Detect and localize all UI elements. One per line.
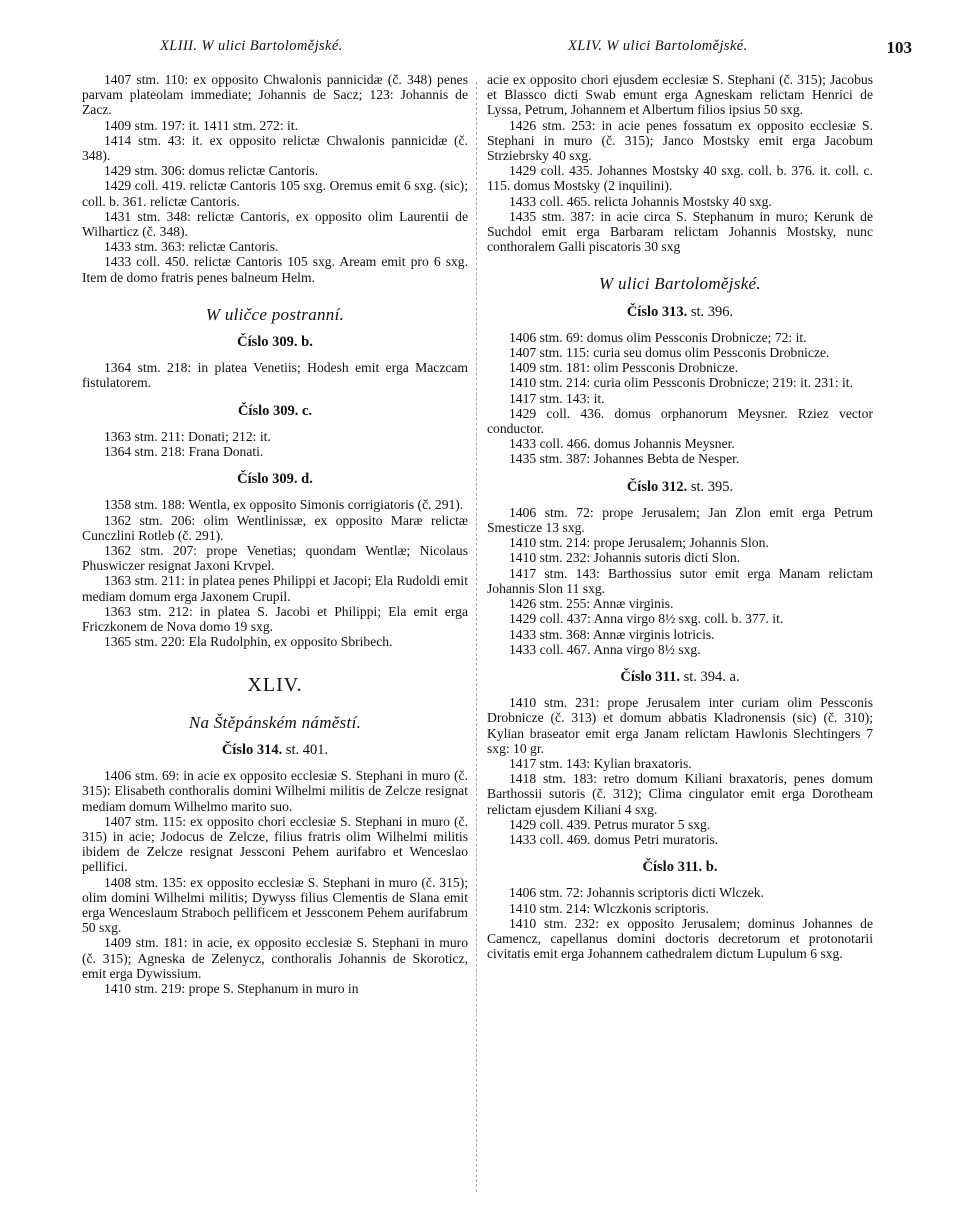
house-number-heading <box>487 305 873 320</box>
record-entry: 1410 stm. 232: ex opposito Jerusalem; dominus Johannes de Camencz, capellanus domini doctoris decretorum et protonotarii civitatis emit erga Johannem cathedralem dictum Lupulum 6 sxg. <box>487 915 873 962</box>
record-entry: 1406 stm. 72: prope Jerusalem; Jan Zlon emit erga Petrum Smesticze 13 sxg. <box>487 504 873 536</box>
record-entry: 1409 stm. 181: olim Pessconis Drobnicze. <box>509 360 739 376</box>
record-entry: 1407 stm. 115: ex opposito chori ecclesiæ S. Stephani in muro (č. 315) in acie; Jodocus de Zelcze, filius fratris olim Wilhelmi militis ibidem de Zelcze resignat Jessconi Pehem aurifabro et Wenceslao pellifici. <box>82 813 468 875</box>
record-entry: 1364 stm. 218: in platea Venetiis; Hodesh emit erga Maczcam fistulatorem. <box>82 360 468 391</box>
record-entry: 1409 stm. 197: it. 1411 stm. 272: it. <box>104 117 298 133</box>
house-number-value: 309. b. <box>272 334 313 351</box>
record-entry: 1435 stm. 387: Johannes Bebta de Nesper. <box>509 451 740 467</box>
house-number-label: Číslo <box>626 478 659 495</box>
record-entry: 1406 stm. 72: Johannis scriptoris dicti Wlczek. <box>509 885 764 901</box>
section-title: W ulici Bartolomějské. <box>599 274 761 294</box>
record-entry: 1409 stm. 181: in acie, ex opposito ecclesiæ S. Stephani in muro (č. 315); Agneska de Zelenycz, conthoralis Johannis de Skoroticz, emit erga Dywissium. <box>82 935 468 981</box>
house-number-value: 309. d. <box>272 471 313 488</box>
record-entry: 1429 coll. 439. Petrus murator 5 sxg. <box>509 816 711 832</box>
house-number-value: 309. c. <box>272 402 313 419</box>
house-number-heading <box>487 670 873 685</box>
page-number: 103 <box>886 38 912 57</box>
house-number-heading <box>82 743 468 758</box>
house-number-value: 312. <box>661 478 688 495</box>
house-number-label: Číslo <box>221 741 254 758</box>
running-head-left: XLIII. W ulici Bartolomějské. <box>160 38 343 54</box>
old-number-value: st. 401. <box>285 741 329 758</box>
record-entry: 1417 stm. 143: it. <box>509 390 605 406</box>
old-number-value: st. 396. <box>690 303 734 320</box>
record-entry: 1429 coll. 419. relictæ Cantoris 105 sxg. Oremus emit 6 sxg. (sic); coll. b. 361. relictæ Cantoris. <box>82 178 468 209</box>
record-entry: 1433 coll. 467. Anna virgo 8½ sxg. <box>509 641 701 657</box>
house-number-label: Číslo <box>626 303 659 320</box>
house-number-heading <box>82 472 468 487</box>
record-entry: 1363 stm. 211: Donati; 212: it. <box>104 428 271 444</box>
record-entry: 1433 stm. 368: Annæ virginis lotricis. <box>509 626 715 642</box>
record-entry: 1429 stm. 306: domus relictæ Cantoris. <box>104 163 319 179</box>
record-entry: 1414 stm. 43: it. ex opposito relictæ Chwalonis pannicidæ (č. 348). <box>82 132 468 164</box>
record-entry: acie ex opposito chori ejusdem ecclesiæ S. Stephani (č. 315); Jacobus et Blassco dicti Swab emunt erga Agneskam relictam Henrici de Lyssa, Petrum, Johannem et Albertum filios ipsius 50 sxg. <box>487 72 873 118</box>
house-number-heading <box>82 335 468 350</box>
record-entry: 1433 coll. 465. relicta Johannis Mostsky 40 sxg. <box>509 193 772 209</box>
right-column <box>487 72 873 961</box>
record-entry: 1429 coll. 435. Johannes Mostsky 40 sxg. coll. b. 376. it. coll. c. 115. domus Mostsky (2 inquilini). <box>487 163 873 194</box>
house-number-value: 311. b. <box>677 859 718 876</box>
record-entry: 1362 stm. 206: olim Wentlinissæ, ex opposito Maræ relictæ Cunczlini Rotleb (č. 291). <box>82 512 468 543</box>
house-number-heading <box>82 404 468 419</box>
section-title: W uličce postranní. <box>205 304 345 324</box>
running-head-right: XLIV. W ulici Bartolomějské. <box>568 38 748 54</box>
house-number-heading <box>487 480 873 495</box>
house-number-heading <box>487 860 873 875</box>
record-entry: 1433 coll. 469. domus Petri muratoris. <box>509 831 719 847</box>
record-entry: 1435 stm. 387: in acie circa S. Stephanum in muro; Kerunk de Suchdol emit erga Barbaram relictam Johannis Mostsky, nunc conthoralem Galli piscatoris 30 sxg <box>487 208 873 255</box>
record-entry: 1433 coll. 450. relictæ Cantoris 105 sxg. Aream emit pro 6 sxg. Item de domo fratris penes balneum Helm. <box>82 254 468 285</box>
record-entry: 1365 stm. 220: Ela Rudolphin, ex opposito Sbribech. <box>104 634 393 650</box>
record-entry: 1429 coll. 437: Anna virgo 8½ sxg. coll. b. 377. it. <box>509 611 784 627</box>
record-entry: 1433 stm. 363: relictæ Cantoris. <box>104 239 279 255</box>
record-entry: 1417 stm. 143: Barthossius sutor emit erga Manam relictam Johannis Slon 11 sxg. <box>487 565 873 596</box>
house-number-label: Číslo <box>237 471 269 488</box>
record-entry: 1358 stm. 188: Wentla, ex opposito Simonis corrigiatoris (č. 291). <box>104 497 464 513</box>
record-entry: 1408 stm. 135: ex opposito ecclesiæ S. Stephani in muro (č. 315); olim domini Wilhelmi militis; Dywyss filius Clementis de Slana emit erga Wenceslaum Straboch pellificem et Jessconem Pehem aurifabrum 50 sxg. <box>82 874 468 936</box>
house-number-label: Číslo <box>237 402 270 419</box>
record-entry: 1410 stm. 214: Wlczkonis scriptoris. <box>509 900 709 916</box>
record-entry: 1410 stm. 219: prope S. Stephanum in muro in <box>104 980 359 996</box>
record-entry: 1417 stm. 143: Kylian braxatoris. <box>509 755 692 771</box>
record-entry: 1406 stm. 69: domus olim Pessconis Drobnicze; 72: it. <box>509 329 807 345</box>
record-entry: 1410 stm. 214: curia olim Pessconis Drobnicze; 219: it. 231: it. <box>509 375 853 391</box>
record-entry: 1407 stm. 115: curia seu domus olim Pessconis Drobnicze. <box>509 345 830 361</box>
record-entry: 1410 stm. 232: Johannis sutoris dicti Slon. <box>509 550 741 566</box>
section-title: Na Štěpánském náměstí. <box>188 712 362 732</box>
chapter-number: XLIV. <box>247 673 303 696</box>
record-entry: 1407 stm. 110: ex opposito Chwalonis pannicidæ (č. 348) penes parvam plateolam immediate; Johannis de Sacz; 123: Johannis de Zacz. <box>82 72 468 118</box>
house-number-label: Číslo <box>620 668 652 685</box>
house-number-value: 311. <box>655 668 680 685</box>
left-column <box>82 72 468 996</box>
record-entry: 1426 stm. 255: Annæ virginis. <box>509 596 674 612</box>
house-number-value: 313. <box>661 303 688 320</box>
record-entry: 1431 stm. 348: relictæ Cantoris, ex opposito olim Laurentii de Wilharticz (č. 348). <box>82 208 468 240</box>
house-number-label: Číslo <box>642 859 674 876</box>
old-number-value: st. 395. <box>690 478 734 495</box>
record-entry: 1410 stm. 231: prope Jerusalem inter curiam olim Pessconis Drobnicze (č. 313) et domum abbatis Kladronensis (sic) (č. 310); Kylian braseator emit erga Janam relictam Hawlonis Slechtingers 7 sxg: 10 gr. <box>487 695 873 756</box>
record-entry: 1410 stm. 214: prope Jerusalem; Johannis Slon. <box>509 535 769 551</box>
house-number-label: Číslo <box>237 334 269 351</box>
house-number-value: 314. <box>256 741 283 758</box>
record-entry: 1362 stm. 207: prope Venetias; quondam Wentlæ; Nicolaus Phuswiczer resignat Jaxoni Krvpel. <box>82 543 468 574</box>
old-number-value: st. 394. a. <box>683 668 740 685</box>
record-entry: 1364 stm. 218: Frana Donati. <box>104 444 264 460</box>
column-divider <box>476 82 477 1192</box>
record-entry: 1433 coll. 466. domus Johannis Meysner. <box>509 436 735 452</box>
record-entry: 1363 stm. 211: in platea penes Philippi et Jacopi; Ela Rudoldi emit mediam domum erga Jaxonem Crupil. <box>82 573 468 604</box>
record-entry: 1363 stm. 212: in platea S. Jacobi et Philippi; Ela emit erga Friczkonem de Nova domo 19 sxg. <box>82 603 468 635</box>
record-entry: 1406 stm. 69: in acie ex opposito ecclesiæ S. Stephani in muro (č. 315): Elisabeth conthoralis domini Wilhelmi militis de Zelcze resignat mediam domum Wilhelmo marito suo. <box>82 768 468 814</box>
record-entry: 1429 coll. 436. domus orphanorum Meysner. Rziez vector conductor. <box>487 405 873 437</box>
record-entry: 1418 stm. 183: retro domum Kiliani braxatoris, penes domum Barthossii sutoris (č. 312); Clima cingulator emit erga Dorotheam relictam ejusdem Kiliani 4 sxg. <box>487 771 873 817</box>
record-entry: 1426 stm. 253: in acie penes fossatum ex opposito ecclesiæ S. Stephani in muro (č. 315); Janco Mostsky emit erga Jacobum Strziebrsky 40 sxg. <box>487 117 873 164</box>
